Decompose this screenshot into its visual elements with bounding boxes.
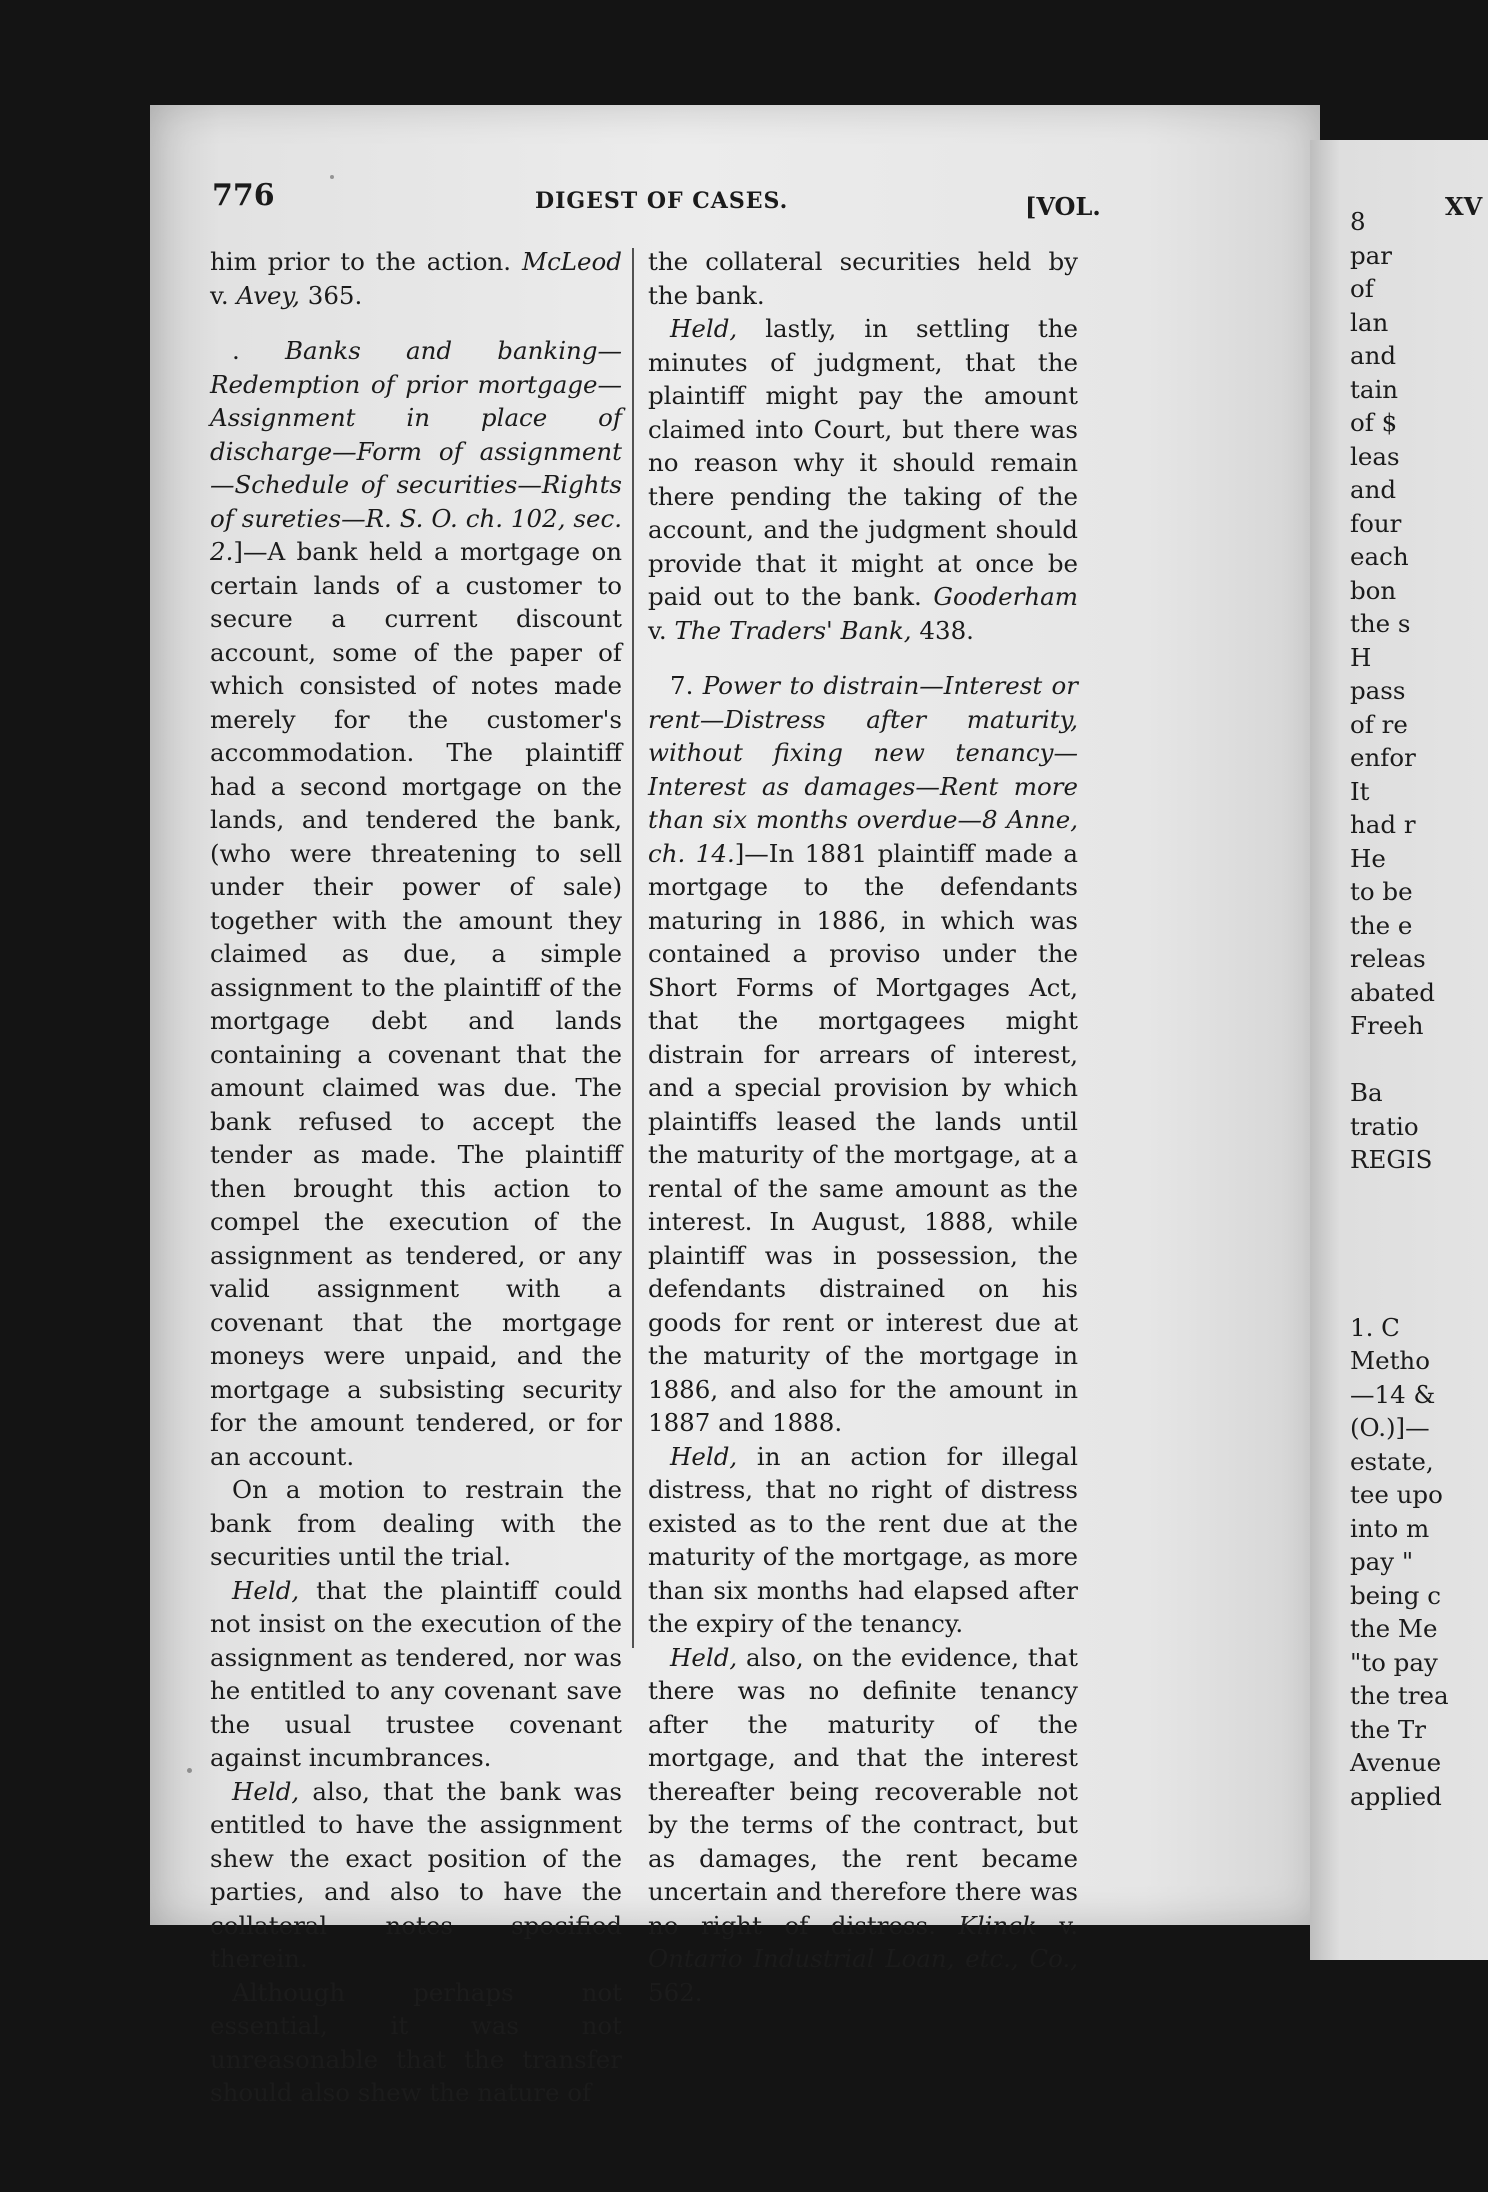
- facing-page-line: of $: [1350, 408, 1398, 437]
- facing-page-line: pass: [1350, 676, 1406, 705]
- facing-page-line: the e: [1350, 910, 1413, 940]
- italic-text: Banks and banking—Redemption of prior mortgage—Assignment in place of discharge—Form of assignment—Schedule of securities—Rights of sureties—R. S. O. ch. 102, sec. 2.: [210, 336, 623, 566]
- italic-text: Held,: [670, 1441, 738, 1471]
- facing-page-line: It: [1350, 776, 1370, 806]
- facing-page-line: the Tr: [1350, 1714, 1426, 1744]
- left-text-column: [210, 245, 622, 2110]
- facing-page-line: tratio: [1350, 1111, 1419, 1141]
- speck: [187, 1768, 192, 1773]
- facing-page-line: of re: [1350, 709, 1408, 739]
- facing-page-line: (O.)]—: [1350, 1413, 1430, 1442]
- facing-page-line: enfor: [1350, 743, 1416, 772]
- facing-page-line: had r: [1350, 810, 1416, 839]
- facing-page-line: being c: [1350, 1580, 1441, 1610]
- body-text: also, on the evidence, that there was no definite tenancy after the maturity of the mortgage, and that the interest thereafter being recoverable not by the terms of the contract, but as damages, the rent became uncertain and therefore there was no right of distress.: [648, 1642, 1078, 1940]
- body-text: 365.: [299, 280, 363, 310]
- italic-text: Avey,: [236, 280, 300, 310]
- facing-page-line: four: [1350, 508, 1402, 538]
- paragraph: [648, 669, 1078, 1440]
- paragraph: [210, 334, 622, 1473]
- body-text: ]—A bank held a mortgage on certain lands of a customer to secure a current discount account, some of the paper of which consisted of notes made merely for the customer's accommodation. The plaintiff had a second mortgage on the lands, and tendered the bank, (who were threatening to sell under their power of sale) together with the amount they claimed as due, a simple assignment to the plaintiff of the mortgage debt and lands containing a covenant that the amount claimed was due. The bank refused to accept the tender as made. The plaintiff then brought this action to compel the execution of the assignment as tendered, or any valid assignment with a covenant that the mortgage moneys were unpaid, and the mortgage a subsisting security for the amount tendered, or for an account.: [210, 537, 622, 1471]
- facing-page-line: [1350, 1210, 1449, 1244]
- italic-text: Ontario Industrial Loan, etc., Co.,: [648, 1944, 1078, 1973]
- facing-page-line: —14 &: [1350, 1379, 1436, 1409]
- body-text: that the plaintiff could not insist on the execution of the assignment as tendered, nor was he entitled to any covenant save the usual trustee covenant against incumbrances.: [210, 1575, 622, 1772]
- facing-page-line: leas: [1350, 441, 1400, 471]
- paragraph: [648, 1440, 1078, 1641]
- facing-page-line: He: [1350, 843, 1386, 873]
- facing-page-line: pay ": [1350, 1547, 1414, 1576]
- facing-page-line: [1350, 1043, 1449, 1077]
- paragraph: [210, 1775, 622, 1976]
- facing-page-line: [1350, 1277, 1449, 1311]
- paragraph: [648, 245, 1078, 312]
- italic-text: Power to distrain—Interest or rent—Distress after maturity, without fixing new tenancy—Interest as damages—Rent more than six months overdue—8 Anne, ch. 14.: [648, 671, 1078, 868]
- italic-text: Held,: [670, 314, 738, 343]
- body-text: also, that the bank was entitled to have the assignment shew the exact position of the parties, and also to have the collateral notes specified therein.: [210, 1776, 622, 1973]
- facing-page-line: "to pay: [1350, 1647, 1438, 1677]
- facing-page-line: [1350, 1177, 1449, 1211]
- paragraph: [648, 1641, 1078, 2010]
- body-text: in an action for illegal distress, that no right of distress existed as to the rent due at the maturity of the mortgage, as more than six months had elapsed after the expiry of the tenancy.: [648, 1441, 1078, 1638]
- body-text: lastly, in settling the minutes of judgment, that the plaintiff might pay the amount claimed into Court, but there was no reason why it should remain there pending the taking of the account, and the judgment should provide that it might at once be paid out to the bank.: [648, 314, 1078, 611]
- italic-text: Held,: [670, 1642, 738, 1672]
- italic-text: McLeod: [521, 247, 622, 276]
- facing-page-line: Metho: [1350, 1346, 1430, 1375]
- facing-page-line: of: [1350, 274, 1374, 303]
- body-text: him prior to the action.: [210, 247, 522, 276]
- speck: [330, 175, 334, 179]
- body-text: v.: [1036, 1910, 1079, 1940]
- body-text: 562.: [648, 1977, 703, 2007]
- body-text: v.: [210, 280, 237, 310]
- column-divider: [632, 248, 634, 1648]
- italic-text: Held,: [232, 1776, 300, 1806]
- facing-page-line: 8: [1350, 207, 1366, 236]
- facing-page-line: abated: [1350, 977, 1435, 1007]
- facing-page-line: the Me: [1350, 1614, 1438, 1643]
- body-text: 7.: [670, 671, 703, 700]
- facing-page-line: bon: [1350, 575, 1397, 605]
- italic-text: The Traders' Bank,: [674, 615, 912, 645]
- facing-page-line: the trea: [1350, 1681, 1449, 1710]
- facing-page-line: to be: [1350, 877, 1413, 906]
- paragraph: [648, 312, 1078, 647]
- body-text: ]—In 1881 plaintiff made a mortgage to the defendants maturing in 1886, in which was contained a proviso under the Short Forms of Mortgages Act, that the mortgagees might distrain for arrears of interest, and a special provision by which plaintiffs leased the lands until the maturity of the mortgage, at a rental of the same amount as the interest. In August, 1888, while plaintiff was in possession, the defendants distrained on his goods for rent or interest due at the maturity of the mortgage in 1886, and also for the amount in 1887 and 1888.: [648, 838, 1078, 1437]
- facing-page-line: Freeh: [1350, 1011, 1424, 1040]
- paragraph: [210, 1473, 622, 1574]
- facing-page-text: [1350, 205, 1449, 1813]
- facing-page-line: and: [1350, 341, 1397, 370]
- facing-page-line: lan: [1350, 307, 1389, 337]
- facing-page-line: [1350, 1244, 1449, 1278]
- body-text: v.: [648, 615, 675, 645]
- facing-page-line: par: [1350, 240, 1393, 270]
- italic-text: Gooderham: [933, 582, 1078, 611]
- facing-page-line: and: [1350, 475, 1397, 504]
- facing-page-line: the s: [1350, 609, 1411, 638]
- facing-page-line: tee upo: [1350, 1480, 1443, 1509]
- running-head: DIGEST OF CASES.: [535, 188, 789, 214]
- volume-mark: [VOL.: [1025, 192, 1101, 221]
- page-number: 776: [212, 178, 275, 213]
- body-text: 438.: [911, 615, 974, 645]
- facing-page-line: REGIS: [1350, 1145, 1433, 1174]
- facing-page-line: estate,: [1350, 1446, 1434, 1476]
- paragraph: [210, 1574, 622, 1775]
- facing-page-line: each: [1350, 542, 1409, 571]
- body-text: On a motion to restrain the bank from dealing with the securities until the trial.: [210, 1475, 622, 1571]
- paragraph: [210, 245, 622, 312]
- facing-page-header: XV: [1445, 192, 1483, 221]
- right-text-column: [648, 245, 1078, 2009]
- italic-text: Held,: [232, 1575, 300, 1605]
- facing-page-line: H: [1350, 642, 1372, 672]
- facing-page-line: tain: [1350, 374, 1399, 404]
- italic-text: Klinck: [958, 1910, 1037, 1940]
- facing-page-line: 1. C: [1350, 1312, 1400, 1342]
- facing-page-line: Avenue: [1350, 1748, 1442, 1777]
- facing-page-line: releas: [1350, 944, 1426, 973]
- body-text: Although perhaps not essential, it was not unreasonable that the transfer should also shew the nature of: [210, 1977, 622, 2107]
- paragraph: [210, 1976, 622, 2110]
- body-text: .: [232, 336, 285, 365]
- facing-page-line: applied: [1350, 1781, 1442, 1811]
- facing-page-line: into m: [1350, 1513, 1430, 1543]
- body-text: the collateral securities held by the bank.: [648, 247, 1078, 310]
- facing-page-line: Ba: [1350, 1078, 1383, 1107]
